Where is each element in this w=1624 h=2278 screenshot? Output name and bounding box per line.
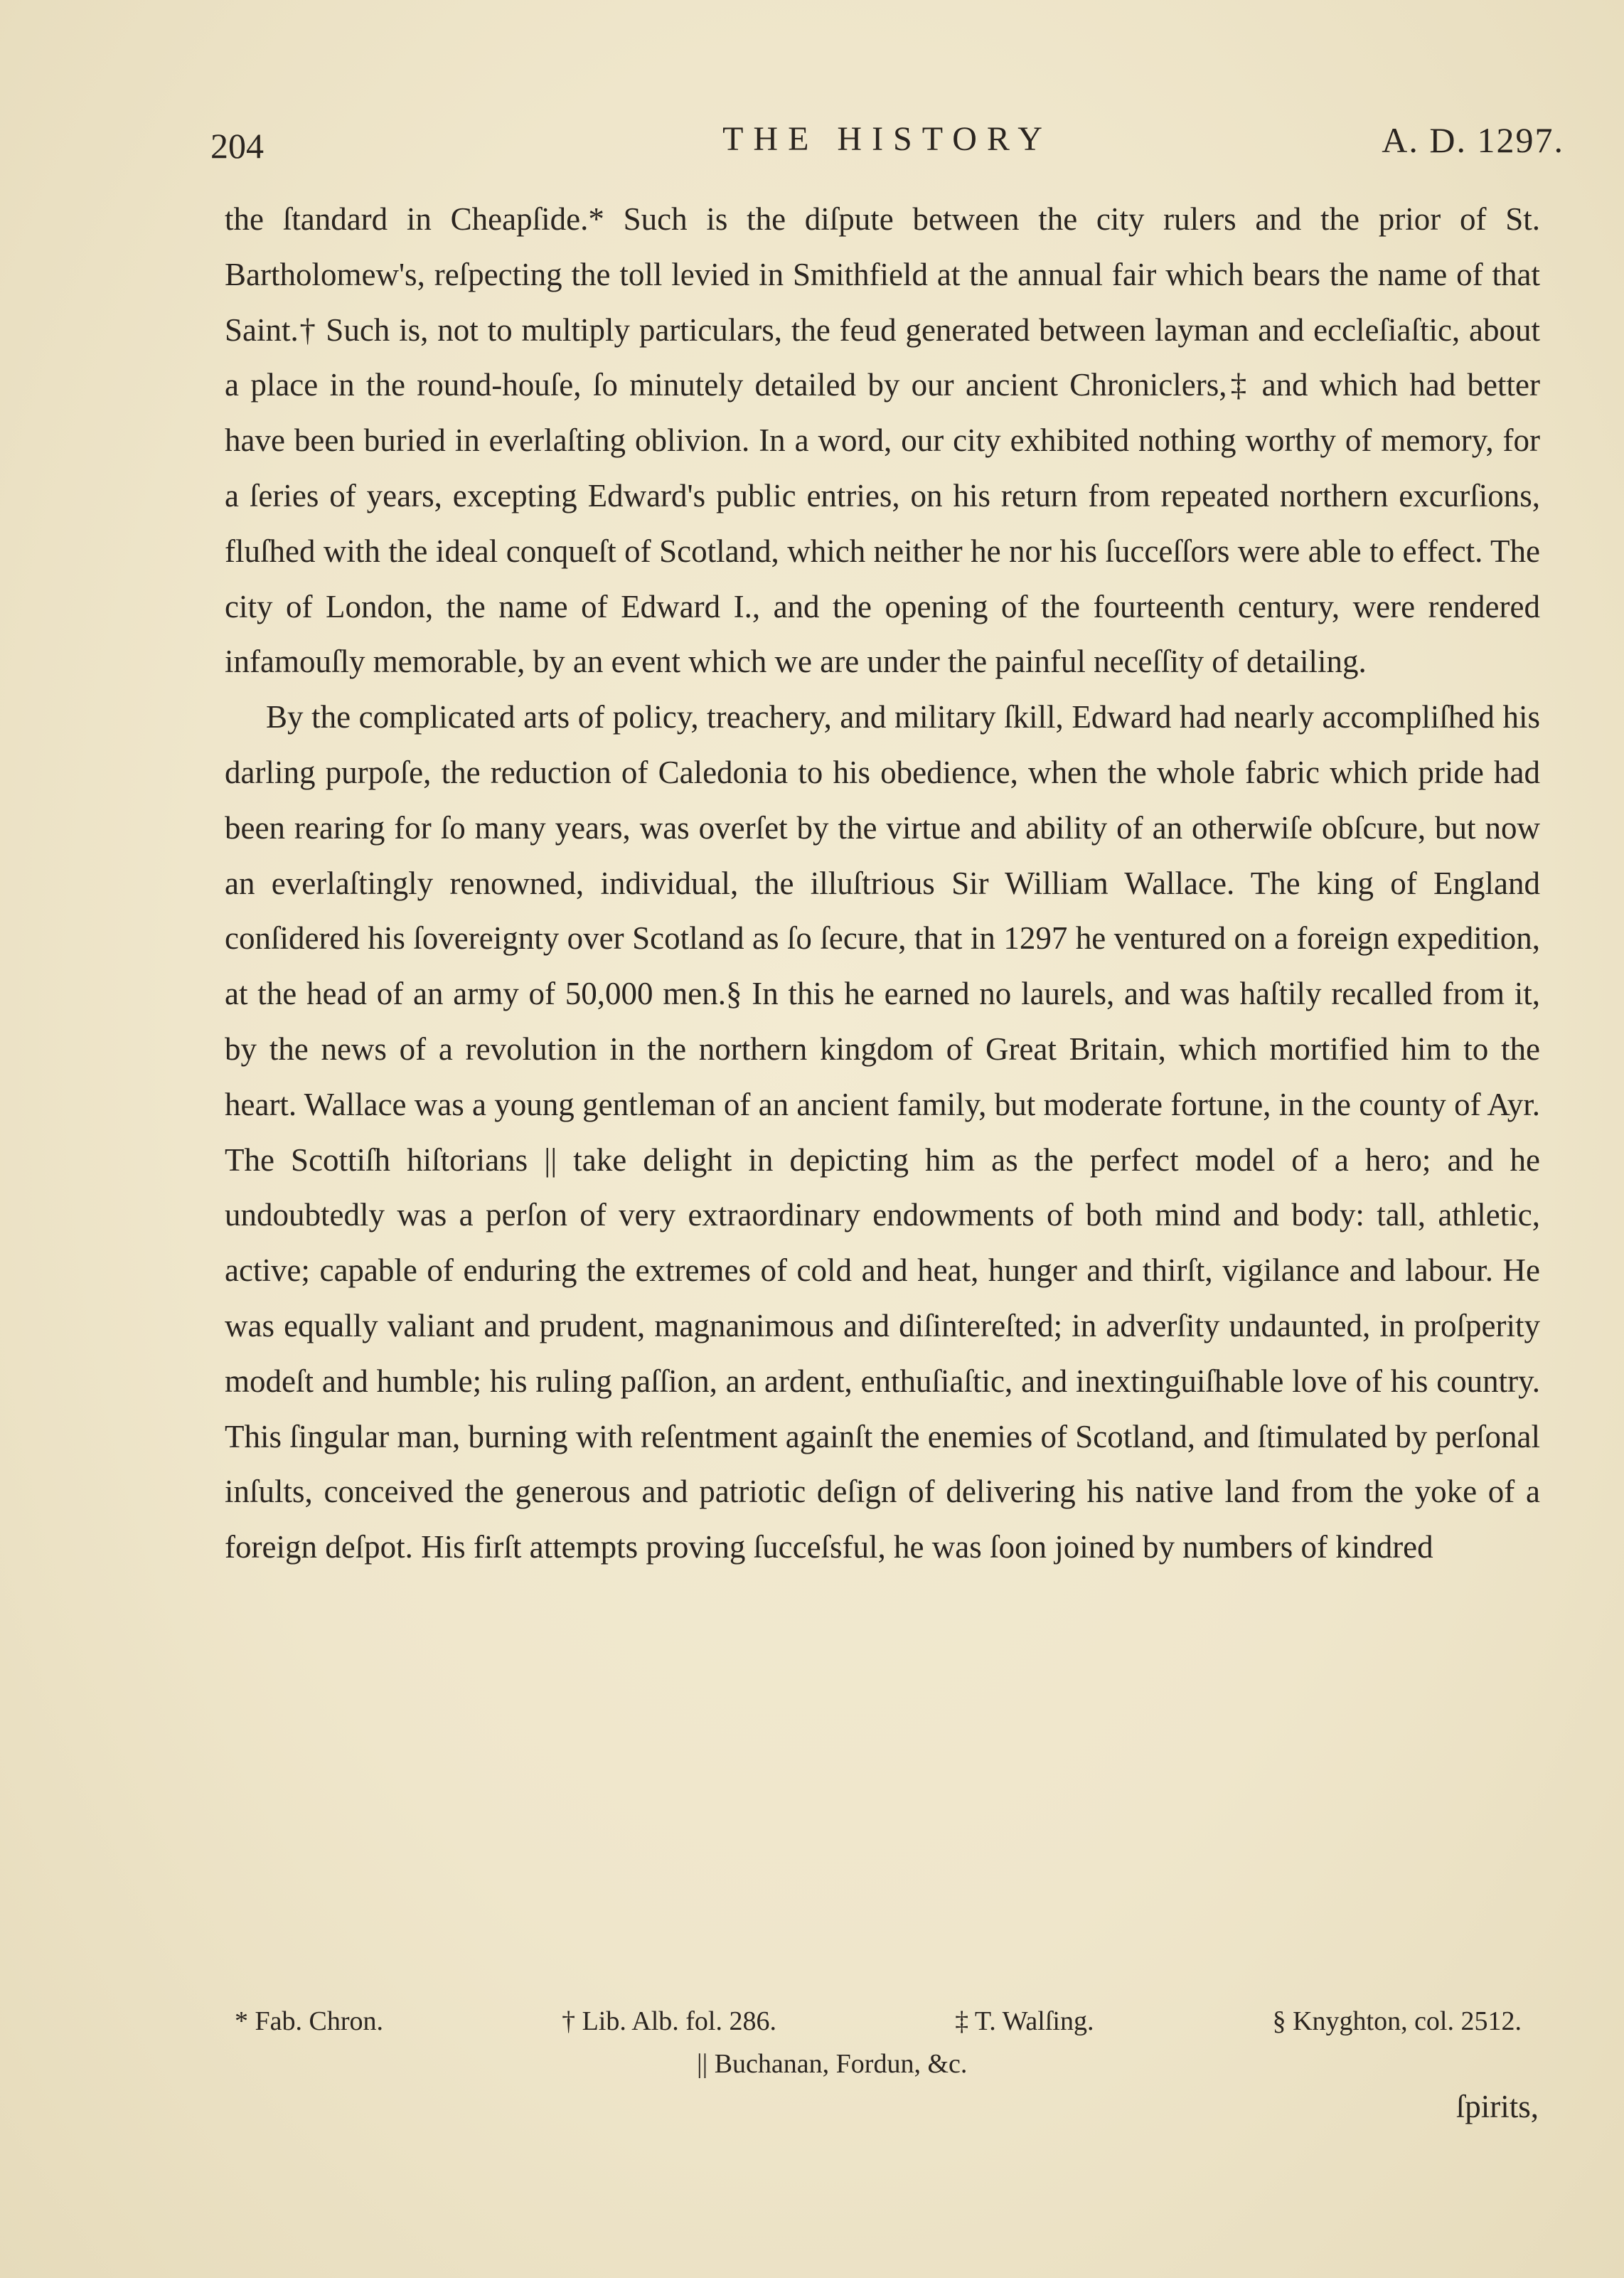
footnotes <box>235 2000 1522 2085</box>
page-number: 204 <box>210 126 264 166</box>
catchword: ſpirits, <box>1455 2089 1539 2124</box>
running-header <box>210 119 1564 169</box>
paragraph-continuation: the ſtandard in Cheapſide.* Such is the diſpute between the city rulers and the prior of St. Bartholomew's, reſpecting the toll levied in Smithfield at the annual fair which bears the name of that Saint.† Such is, not to multiply particulars, the feud generated between layman and eccleſiaſtic, about a place in the round-houſe, ſo minutely detailed by our ancient Chroniclers,‡ and which had better have been buried in everlaſting oblivion. In a word, our city exhibited nothing worthy of memory, for a ſeries of years, excepting Edward's public entries, on his return from repeated northern excurſions, fluſhed with the ideal conqueſt of Scotland, which neither he nor his ſucceſſors were able to effect. The city of London, the name of Edward I., and the opening of the fourteenth century, were rendered infamouſly memorable, by an event which we are under the painful neceſſity of detailing. <box>225 201 1540 680</box>
footnote-knyghton: § Knyghton, col. 2512. <box>1272 2006 1522 2036</box>
header-date: A. D. 1297. <box>1382 120 1564 160</box>
footnote-fab-chron: * Fab. Chron. <box>235 2006 383 2036</box>
footnote-row <box>235 2000 1522 2043</box>
running-title: THE HISTORY <box>722 120 1052 158</box>
paragraph-wallace: By the complicated arts of policy, treachery, and military ſkill, Edward had nearly accompliſhed his darling purpoſe, the reduction of Caledonia to his obedience, when the whole fabric which pride had been rearing for ſo many years, was overſet by the virtue and ability of an otherwiſe obſcure, but now an everlaſtingly renowned, individual, the illuſtrious Sir William Wallace. The king of England conſidered his ſovereignty over Scotland as ſo ſecure, that in 1297 he ventured on a foreign expedition, at the head of an army of 50,000 men.§ In this he earned no laurels, and was haſtily recalled from it, by the news of a revolution in the northern kingdom of Great Britain, which mortified him to the heart. Wallace was a young gentleman of an ancient family, but moderate fortune, in the county of Ayr. The Scottiſh hiſtorians || take delight in depicting him as the perfect model of a hero; and he undoubtedly was a perſon of very extraordinary endowments of both mind and body: tall, athletic, active; capable of enduring the extremes of cold and heat, hunger and thirſt, vigilance and labour. He was equally valiant and prudent, magnanimous and diſintereſted; in adverſity undaunted, in proſperity modeſt and humble; his ruling paſſion, an ardent, enthuſiaſtic, and inextinguiſhable love of his country. This ſingular man, burning with reſentment againſt the enemies of Scotland, and ſtimulated by perſonal inſults, conceived the generous and patriotic deſign of delivering his native land from the yoke of a foreign deſpot. His firſt attempts proving ſucceſsful, he was ſoon joined by numbers of kindred <box>225 699 1540 1565</box>
body-text <box>225 192 1540 1575</box>
footnote-buchanan: || Buchanan, Fordun, &c. <box>697 2049 968 2079</box>
footnote-row <box>235 2043 1522 2085</box>
footnote-lib-alb: † Lib. Alb. fol. 286. <box>562 2006 776 2036</box>
footnote-walsing: ‡ T. Walſing. <box>955 2006 1094 2036</box>
